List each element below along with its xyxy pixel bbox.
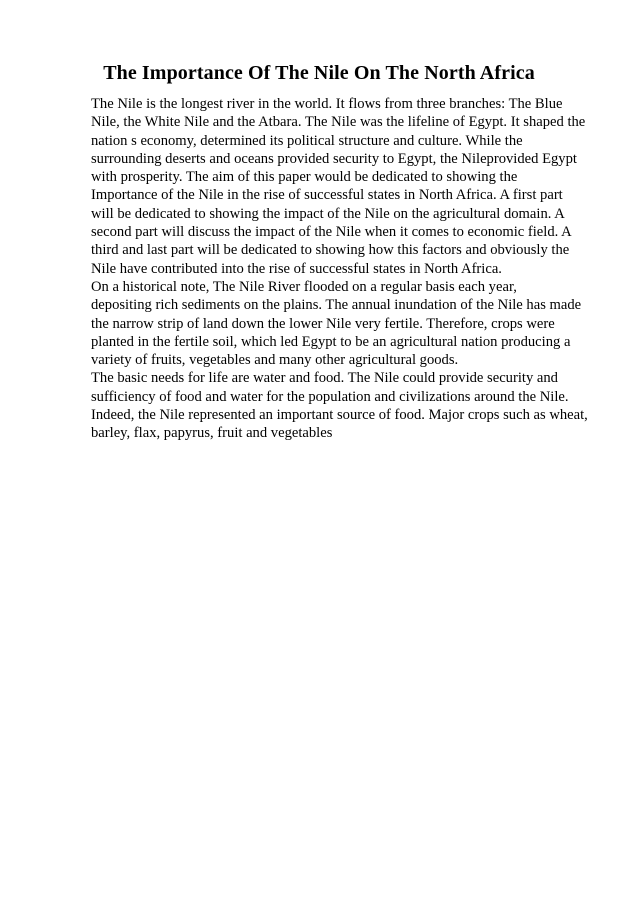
text-line: sufficiency of food and water for the population and civilizations around the Nile.	[91, 388, 569, 405]
text-line: Nile have contributed into the rise of successful states in North Africa.	[91, 260, 502, 277]
document-body	[91, 95, 591, 443]
text-line: nation s economy, determined its political structure and culture. While the	[91, 132, 523, 149]
document-title: The Importance Of The Nile On The North Africa	[103, 62, 535, 84]
text-line: variety of fruits, vegetables and many other agricultural goods.	[91, 352, 459, 369]
text-line: The basic needs for life are water and food. The Nile could provide security and	[91, 370, 558, 387]
text-line: barley, flax, papyrus, fruit and vegetables	[91, 425, 333, 442]
text-line: the narrow strip of land down the lower Nile very fertile. Therefore, crops were	[91, 315, 555, 332]
text-line: Nile, the White Nile and the Atbara. The Nile was the lifeline of Egypt. It shaped the	[91, 114, 586, 131]
text-line: On a historical note, The Nile River flooded on a regular basis each year,	[91, 278, 517, 295]
text-line: third and last part will be dedicated to showing how this factors and obviously the	[91, 242, 570, 259]
text-line: will be dedicated to showing the impact of the Nile on the agricultural domain. A	[91, 205, 565, 222]
text-line: Indeed, the Nile represented an important source of food. Major crops such as wheat,	[91, 407, 588, 424]
text-line: with prosperity. The aim of this paper would be dedicated to showing the	[91, 169, 518, 186]
text-line: The Nile is the longest river in the world. It flows from three branches: The Blue	[91, 96, 563, 112]
text-line: second part will discuss the impact of the Nile when it comes to economic field. A	[91, 224, 572, 241]
text-line: Importance of the Nile in the rise of successful states in North Africa. A first part	[91, 187, 563, 204]
text-line: planted in the fertile soil, which led Egypt to be an agricultural nation producing a	[91, 333, 571, 350]
text-line: surrounding deserts and oceans provided security to Egypt, the Nileprovided Egypt	[91, 150, 577, 167]
text-line: depositing rich sediments on the plains. The annual inundation of the Nile has made	[91, 297, 582, 314]
